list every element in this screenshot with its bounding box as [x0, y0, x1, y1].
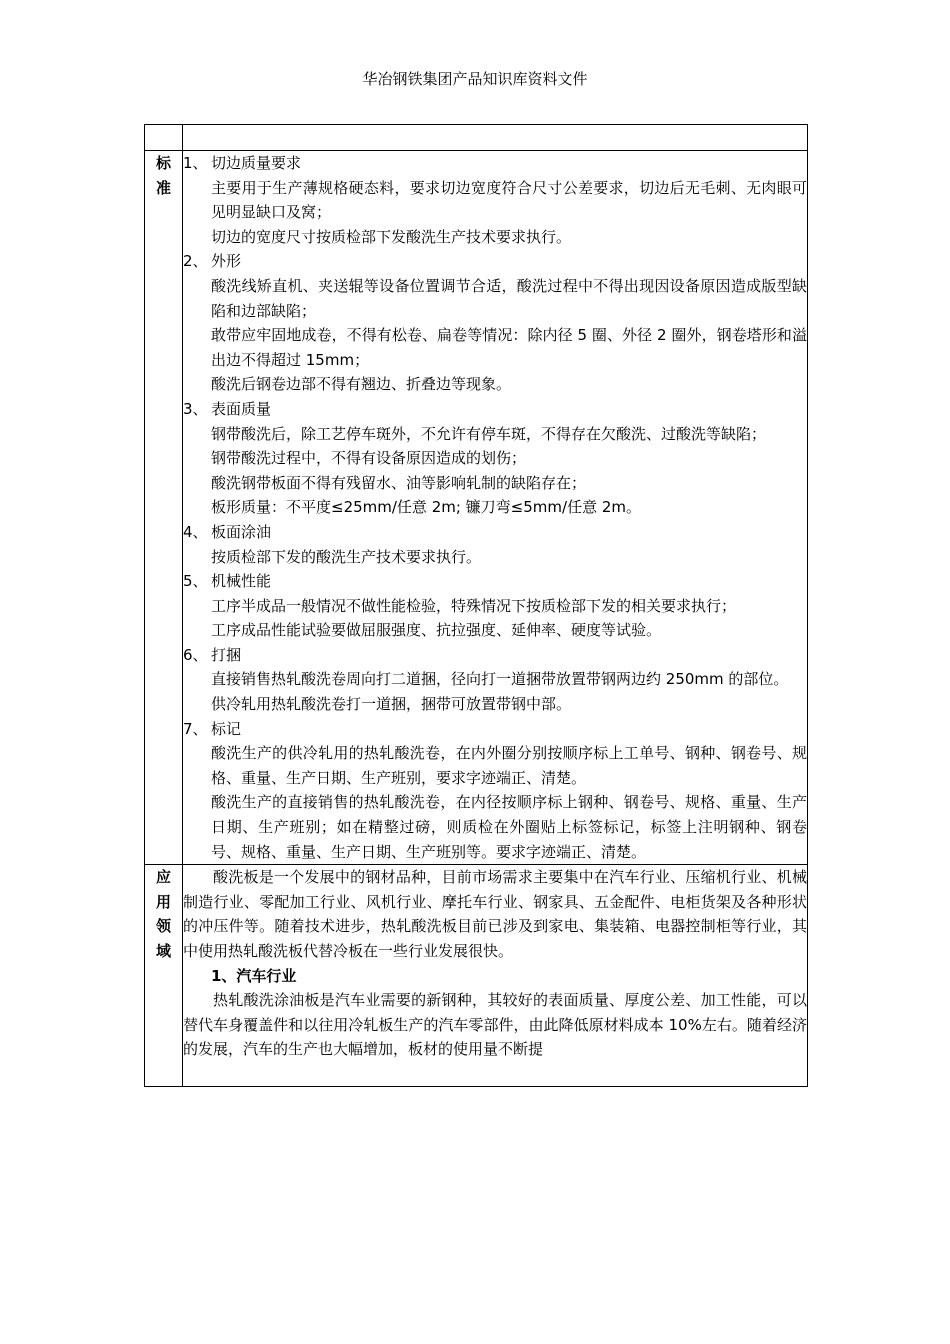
section-heading: [183, 397, 807, 422]
section-item: 酸洗生产的供冷轧用的热轧酸洗卷，在内外圈分别按顺序标上工单号、钢种、钢卷号、规格、重量、生产日期、生产班别，要求字迹端正、清楚。: [211, 744, 807, 787]
section-number: 2、: [183, 252, 208, 271]
label-char: 用: [155, 892, 171, 911]
section-title: 切边质量要求: [211, 154, 302, 172]
section-number: 7、: [183, 719, 208, 738]
auto-industry-text: 热轧酸洗涂油板是汽车业需要的新钢种，其较好的表面质量、厚度公差、加工性能，可以替代车身覆盖件和以往用冷轧板生产的汽车零部件，由此降低原材料成本 10%左右。随着经济的发展，汽车的生产也大幅增加，板材的使用量不断提: [183, 991, 807, 1059]
section-item: 直接销售热轧酸洗卷周向打二道捆，径向打一道捆带放置带钢两边约 250mm 的部位。: [211, 670, 789, 689]
section-heading: [183, 643, 807, 668]
section-number: 1、: [183, 154, 208, 172]
section-heading: [183, 717, 807, 742]
application-row: [145, 865, 808, 1087]
section-title: 外形: [211, 252, 242, 271]
application-content-clip: [183, 865, 807, 1086]
section-heading: [183, 249, 807, 274]
application-label-text: [145, 865, 182, 963]
section-title: 机械性能: [211, 572, 272, 591]
section-number: 5、: [183, 572, 208, 591]
standard-row: [145, 151, 808, 865]
label-char: 域: [155, 941, 171, 960]
section-title: 打捆: [211, 645, 242, 664]
section-number: 3、: [183, 399, 208, 418]
section-item: 工序半成品一般情况不做性能检验，特殊情况下按质检部下发的相关要求执行；: [211, 596, 737, 615]
standard-label-text: [145, 151, 182, 200]
section-item: 主要用于生产薄规格硬态料，要求切边宽度符合尺寸公差要求，切边后无毛刺、无肉眼可见明显缺口及窝；: [211, 178, 807, 222]
section-item: 钢带酸洗后，除工艺停车斑外，不允许有停车斑，不得存在欠酸洗、过酸洗等缺陷；: [211, 424, 767, 443]
application-content: [183, 865, 808, 1087]
section-item: 钢带酸洗过程中，不得有设备原因造成的划伤；: [211, 449, 527, 468]
standard-label: [145, 151, 183, 865]
application-intro: 酸洗板是一个发展中的钢材品种，目前市场需求主要集中在汽车行业、压缩机行业、机械制造行业、零配加工行业、风机行业、摩托车行业、钢家具、五金配件、电柜货架及各种形状的冲压件等。随着技术进步，热轧酸洗板目前已涉及到家电、集装箱、电器控制柜等行业，其中使用热轧酸洗板代替冷板在一些行业发展很快。: [183, 868, 807, 960]
section-heading: [183, 151, 807, 176]
section-item: 工序成品性能试验要做屈服强度、抗拉强度、延伸率、硬度等试验。: [211, 621, 662, 640]
section-number: 6、: [183, 645, 208, 664]
label-char: 领: [155, 917, 171, 936]
table-header-row: [145, 125, 808, 151]
section-item: 酸洗线矫直机、夹送辊等设备位置调节合适，酸洗过程中不得出现因设备原因造成版型缺陷和边部缺陷；: [211, 276, 807, 320]
section-item: 敢带应牢固地成卷，不得有松卷、扁卷等情况：除内径 5 圈、外径 2 圈外，钢卷塔形和溢出边不得超过 15mm；: [211, 326, 807, 369]
application-label: [145, 865, 183, 1087]
empty-cell-right: [183, 125, 808, 151]
section-title: 表面质量: [211, 399, 272, 418]
section-item: 酸洗钢带板面不得有残留水、油等影响轧制的缺陷存在；: [211, 473, 587, 492]
standard-content: [183, 151, 808, 865]
section-item: 供冷轧用热轧酸洗卷打一道捆，捆带可放置带钢中部。: [211, 695, 572, 714]
section-item: 切边的宽度尺寸按质检部下发酸洗生产技术要求执行。: [211, 227, 572, 246]
section-item: 酸洗后钢卷边部不得有翘边、折叠边等现象。: [211, 375, 512, 394]
section-item: 按质检部下发的酸洗生产技术要求执行。: [211, 547, 482, 566]
section-number: 4、: [183, 522, 208, 541]
label-char: 标: [155, 154, 171, 172]
auto-industry-heading: 1、汽车行业: [211, 966, 297, 985]
empty-cell-left: [145, 125, 183, 151]
page-header-title: 华冶钢铁集团产品知识库资料文件: [362, 70, 588, 88]
standards-table: [144, 124, 808, 1087]
section-item: 酸洗生产的直接销售的热轧酸洗卷，在内径按顺序标上钢种、钢卷号、规格、重量、生产日期、生产班别；如在精整过磅，则质检在外圈贴上标签标记，标签上注明钢种、钢卷号、规格、重量、生产日期、生产班别等。要求字迹端正、清楚。: [211, 793, 807, 861]
label-char: 准: [155, 178, 171, 197]
label-char: 应: [155, 868, 171, 887]
section-heading: [183, 520, 807, 545]
section-title: 板面涂油: [211, 522, 272, 541]
section-heading: [183, 569, 807, 594]
section-title: 标记: [211, 719, 242, 738]
section-item: 板形质量：不平度≤25mm/任意 2m; 镰刀弯≤5mm/任意 2m。: [211, 498, 641, 517]
